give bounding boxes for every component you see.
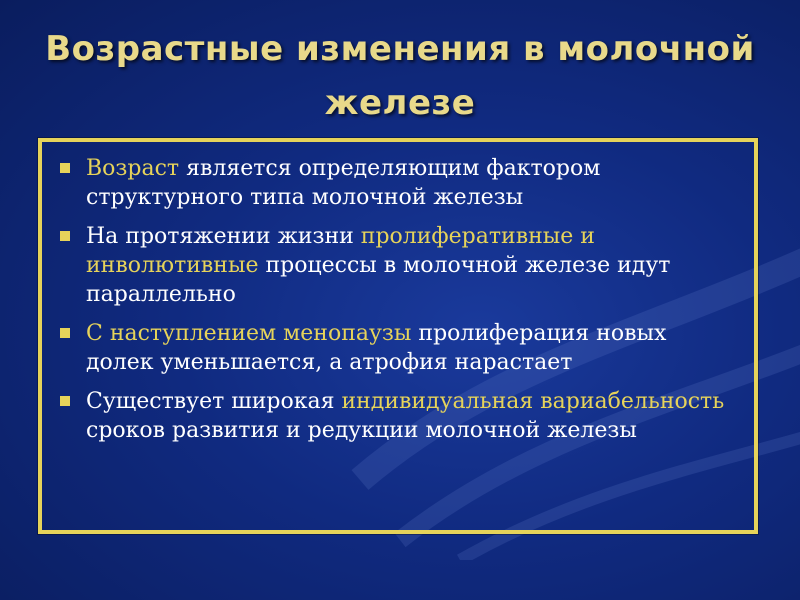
bullet-highlight: пролиферативные и инволютивные <box>86 224 595 278</box>
square-bullet-icon <box>60 396 70 406</box>
square-bullet-icon <box>60 328 70 338</box>
bullet-text: Существует широкая <box>86 389 342 414</box>
bullet-item-lifetime-processes <box>58 222 734 309</box>
bullet-highlight: индивидуальная вариабельность <box>341 389 725 414</box>
bullet-text: сроков развития и редукции молочной железы <box>86 418 637 443</box>
bullet-text: пролиферация новых долек уменьшается, а атрофия нарастает <box>86 321 667 375</box>
square-bullet-icon <box>60 163 70 173</box>
bullet-list <box>42 142 754 445</box>
bullet-text: является определяющим фактором структурного типа молочной железы <box>86 156 601 210</box>
square-bullet-icon <box>60 231 70 241</box>
slide-title-line-1: Возрастные изменения в молочной <box>45 29 755 69</box>
bullet-text: На протяжении жизни <box>86 224 361 249</box>
slide-title <box>30 22 770 130</box>
content-frame <box>38 138 758 534</box>
slide-title-line-2: железе <box>324 83 476 123</box>
bullet-item-menopause <box>58 319 734 377</box>
bullet-item-variability <box>58 387 734 445</box>
bullet-item-age <box>58 154 734 212</box>
bullet-highlight: Возраст <box>86 156 180 181</box>
bullet-highlight: С наступлением менопаузы <box>86 321 412 346</box>
bullet-text: процессы в молочной железе идут параллельно <box>86 253 671 307</box>
